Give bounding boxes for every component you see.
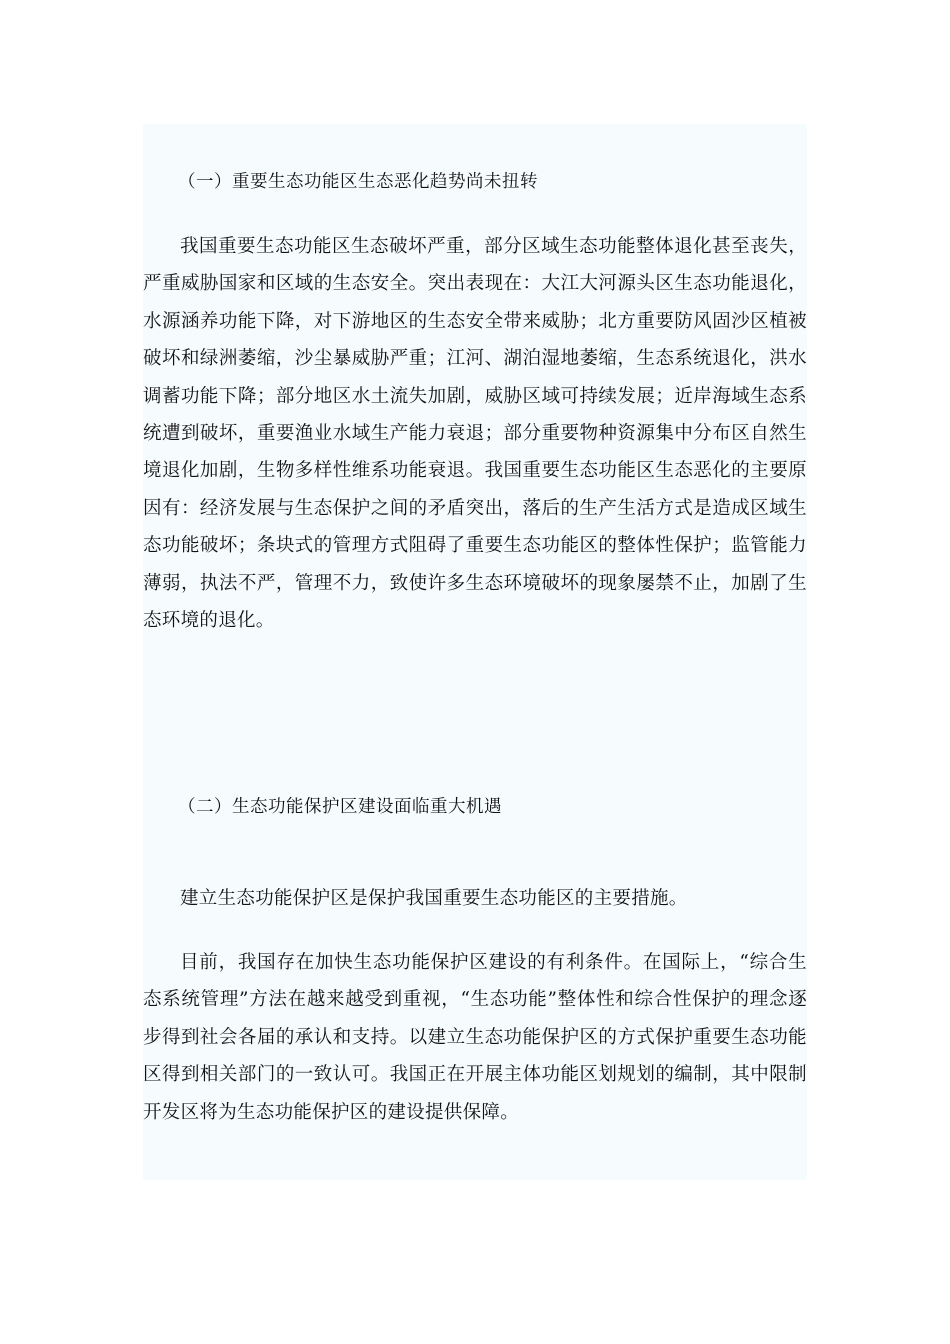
section-2-paragraph-2-block xyxy=(143,944,807,1176)
section-1-body-block xyxy=(143,228,807,726)
section-2-heading: （二）生态功能保护区建设面临重大机遇 xyxy=(178,797,502,817)
section-2-heading-block xyxy=(143,789,807,829)
section-2-paragraph-1: 建立生态功能保护区是保护我国重要生态功能区的主要措施。 xyxy=(180,888,688,909)
section-1-heading-block xyxy=(143,164,807,204)
section-2-paragraph-2: 目前，我国存在加快生态功能保护区建设的有利条件。在国际上，“综合生态系统管理”方法在越来越受到重视，“生态功能”整体性和综合性保护的理念逐步得到社会各届的承认和支持。以建立生态功能保护区的方式保护重要生态功能区得到相关部门的一致认可。我国正在开展主体功能区划规划的编制，其中限制开发区将为生态功能保护区的建设提供保障。 xyxy=(143,952,807,1123)
section-2-paragraph-1-block xyxy=(143,880,807,920)
section-1-heading: （一）重要生态功能区生态恶化趋势尚未扭转 xyxy=(178,172,538,192)
section-1-paragraph: 我国重要生态功能区生态破坏严重，部分区域生态功能整体退化甚至丧失，严重威胁国家和区域的生态安全。突出表现在：大江大河源头区生态功能退化，水源涵养功能下降，对下游地区的生态安全带来威胁；北方重要防风固沙区植被破坏和绿洲萎缩，沙尘暴威胁严重；江河、湖泊湿地萎缩，生态系统退化，洪水调蓄功能下降；部分地区水土流失加剧，威胁区域可持续发展；近岸海域生态系统遭到破坏，重要渔业水域生产能力衰退；部分重要物种资源集中分布区自然生境退化加剧，生物多样性维系功能衰退。我国重要生态功能区生态恶化的主要原因有：经济发展与生态保护之间的矛盾突出，落后的生产生活方式是造成区域生态功能破坏；条块式的管理方式阻碍了重要生态功能区的整体性保护；监管能力薄弱，执法不严，管理不力，致使许多生态环境破坏的现象屡禁不止，加剧了生态环境的退化。 xyxy=(143,236,807,632)
